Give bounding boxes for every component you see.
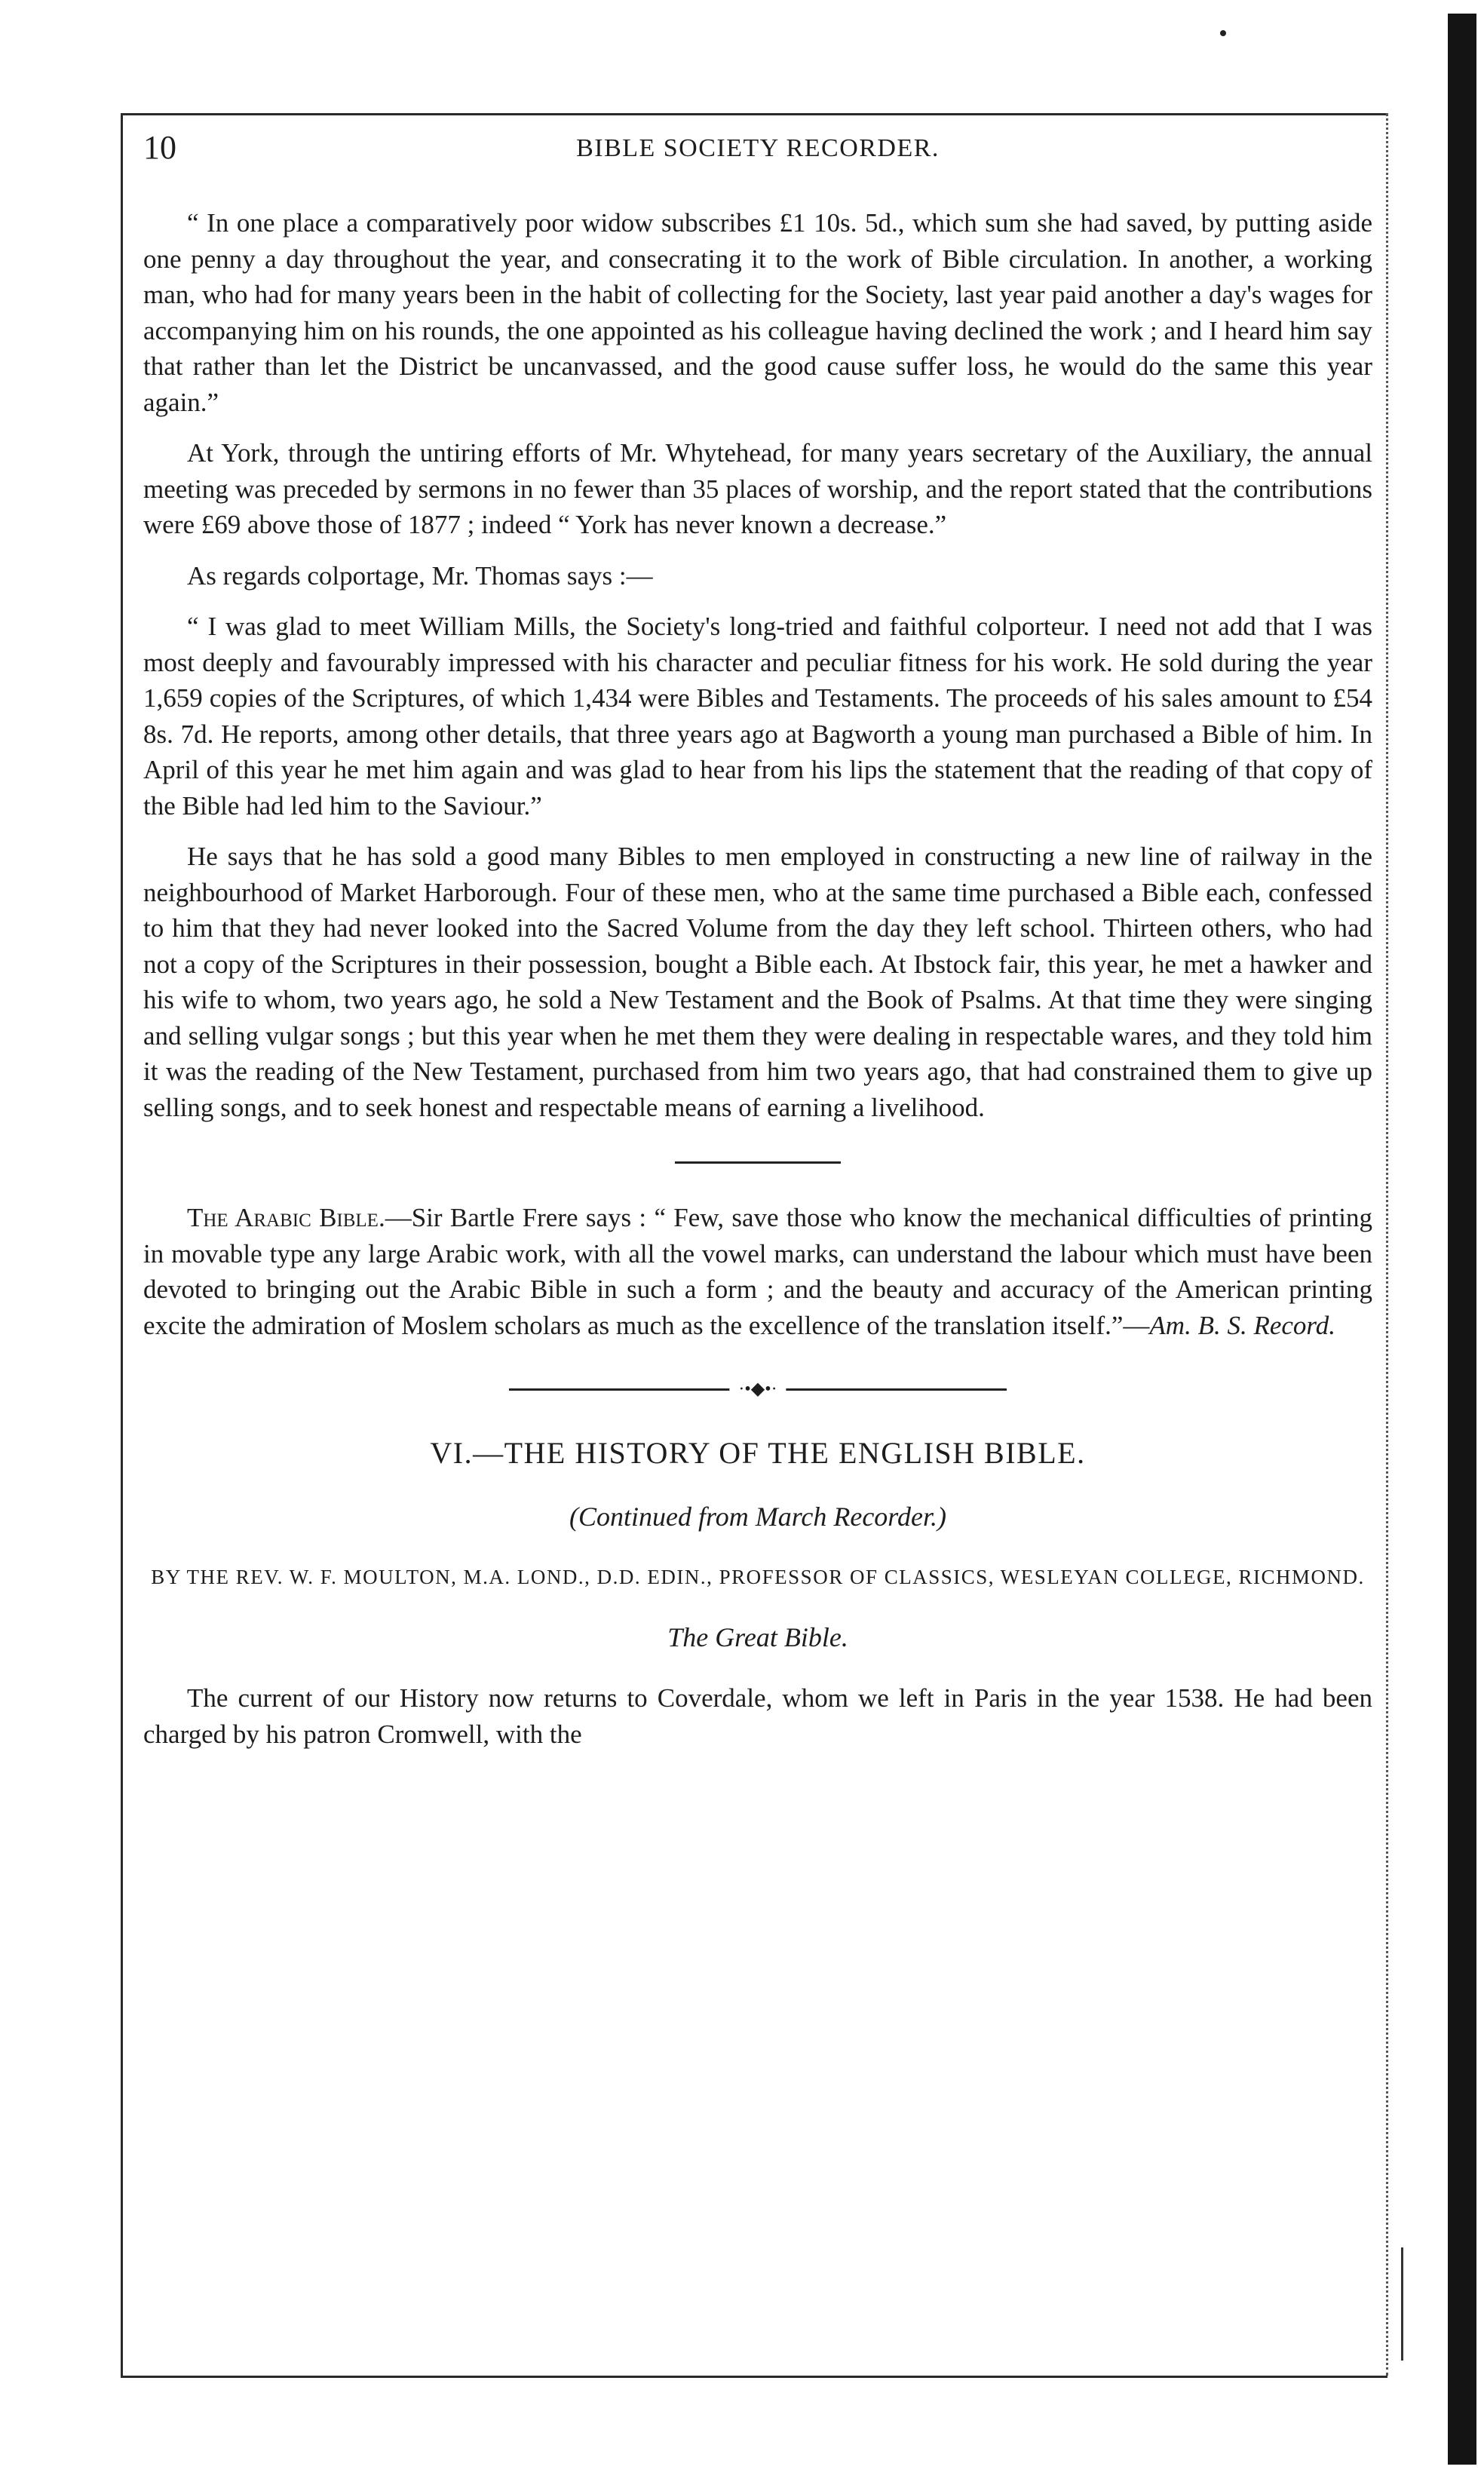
arabic-bible-body: —Sir Bartle Frere says : “ Few, save those who know the mechanical difficulties of printing in movable type any large Arabic work, with all the vowel marks, can understand the labour which must have been devoted to bringing out the Arabic Bible in such a form ; and the beauty and accuracy of the American printing excite the admiration of Moslem scholars as much as the excellence of the translation itself.”—: [143, 1203, 1372, 1340]
flourish-ornament: ·•◆•·: [729, 1379, 786, 1399]
page-frame-left: [121, 113, 123, 2376]
page-frame-bottom: [121, 2376, 1387, 2378]
arabic-bible-note: [143, 1200, 1372, 1343]
paragraph-railway-men: He says that he has sold a good many Bibles to men employed in constructing a new line of railway in the neighbourhood of Market Harborough. Four of these men, who at the same time purchased a Bible each, confessed to him that they had never looked into the Sacred Volume from the day they left school. Thirteen others, who had not a copy of the Scriptures in their possession, bought a Bible each. At Ibstock fair, this year, he met a hawker and his wife to whom, two years ago, he sold a New Testament and the Book of Psalms. At that time they were singing and selling vulgar songs ; but this year when he met them they were dealing in respectable wares, and they told him it was the reading of the New Testament, purchased from him two years ago, that had constrained them to give up selling songs, and to seek honest and respectable means of earning a livelihood.: [143, 842, 1372, 1122]
section-divider-rule: [675, 1161, 841, 1164]
scan-speck: [1220, 30, 1226, 36]
continued-note: (Continued from March Recorder.): [569, 1502, 946, 1532]
running-title: BIBLE SOCIETY RECORDER.: [576, 134, 940, 162]
section-heading: VI.—THE HISTORY OF THE ENGLISH BIBLE.: [430, 1436, 1086, 1470]
page-number: 10: [143, 129, 176, 166]
ornamental-divider: [509, 1381, 1007, 1397]
paragraph-widow-quote: “ In one place a comparatively poor widow subscribes £1 10s. 5d., which sum she had saved, by putting aside one penny a day throughout the year, and consecrating it to the work of Bible circulation. In another, a working man, who had for many years been in the habit of collecting for the Society, last year paid another a day's wages for accompanying him on his rounds, the one appointed as his colleague having declined the work ; and I heard him say that rather than let the District be uncanvassed, and the good cause suffer loss, he would do the same this year again.”: [143, 208, 1372, 417]
page-content: [143, 128, 1372, 1752]
paragraph-colportage: As regards colportage, Mr. Thomas says :—: [187, 560, 653, 591]
scan-border-shadow: [1448, 14, 1476, 2465]
arabic-bible-source: Am. B. S. Record.: [1149, 1310, 1335, 1340]
page-frame-top: [121, 113, 1387, 115]
page-frame-right: [1386, 113, 1388, 2376]
author-byline: BY THE REV. W. F. MOULTON, M.A. LOND., D.D. EDIN., PROFESSOR OF CLASSICS, WESLEYAN COLLEGE, RICHMOND.: [151, 1566, 1365, 1588]
page-frame-mark: [1401, 2247, 1403, 2361]
paragraph-william-mills: “ I was glad to meet William Mills, the Society's long-tried and faithful colporteur. I need not add that I was most deeply and favourably impressed with his character and peculiar fitness for his work. He sold during the year 1,659 copies of the Scriptures, of which 1,434 were Bibles and Testaments. The proceeds of his sales amount to £54 8s. 7d. He reports, among other details, that three years ago at Bagworth a young man purchased a Bible of him. In April of this year he met him again and was glad to hear from his lips the statement that the reading of that copy of the Bible had led him to the Saviour.”: [143, 612, 1372, 821]
arabic-bible-lead: The Arabic Bible.: [187, 1203, 385, 1232]
paragraph-coverdale: The current of our History now returns to Coverdale, whom we left in Paris in the year 1538. He had been charged by his patron Cromwell, with the: [143, 1683, 1372, 1749]
paragraph-york: At York, through the untiring efforts of Mr. Whytehead, for many years secretary of the Auxiliary, the annual meeting was preceded by sermons in no fewer than 35 places of worship, and the report stated that the contributions were £69 above those of 1877 ; indeed “ York has never known a decrease.”: [143, 438, 1372, 539]
subsection-title: The Great Bible.: [667, 1622, 848, 1652]
running-head: [143, 128, 1372, 173]
